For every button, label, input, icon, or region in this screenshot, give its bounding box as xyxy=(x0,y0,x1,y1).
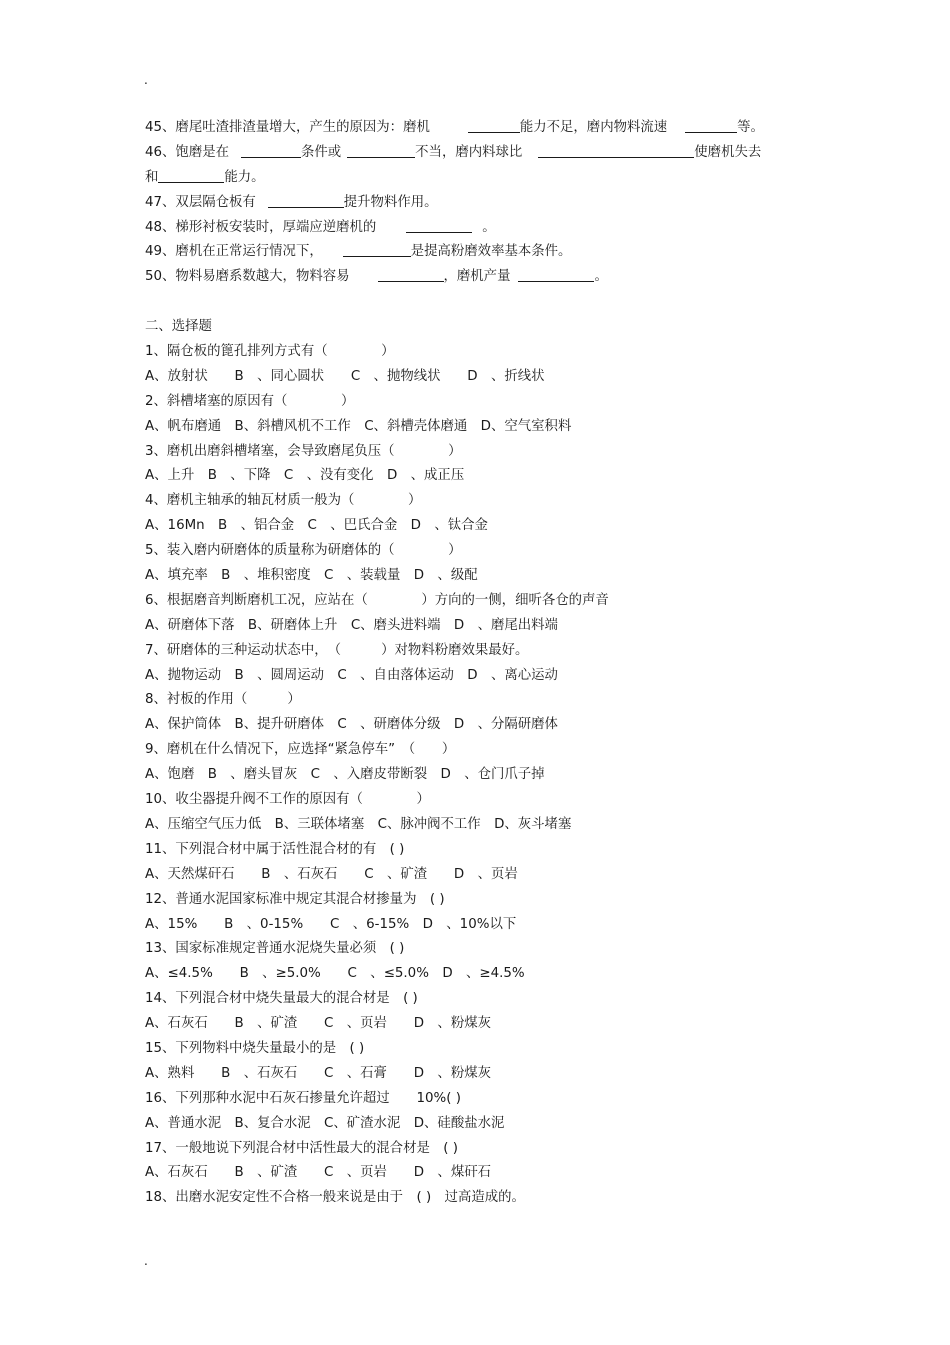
choice-line: A、帆布磨通 B、斜槽风机不工作 C、斜槽壳体磨通 D、空气室积料 xyxy=(145,418,572,434)
section-heading: 二、选择题 xyxy=(145,319,212,335)
q48-text-b: 。 xyxy=(482,219,496,235)
choice-line: 14、下列混合材中烧失量最大的混合材是 ( ) xyxy=(145,991,418,1007)
choice-line: 5、装入磨内研磨体的质量称为研磨体的（ ） xyxy=(145,543,462,559)
q50-text-b: ，磨机产量 xyxy=(443,269,511,285)
q47-text-a: 47、双层隔仓板有 xyxy=(145,194,256,210)
q50-text-a: 50、物料易磨系数越大，物料容易 xyxy=(145,269,350,285)
choice-line: A、抛物运动 B 、圆周运动 C 、自由落体运动 D 、离心运动 xyxy=(145,667,558,683)
choice-line: A、≤4.5% B 、≥5.0% C 、≤5.0% D 、≥4.5% xyxy=(145,966,525,982)
question-46 xyxy=(145,141,825,166)
choice-line: A、普通水泥 B、复合水泥 C、矿渣水泥 D、硅酸盐水泥 xyxy=(145,1115,505,1131)
q46-blank-1 xyxy=(241,143,301,158)
choice-line: 13、国家标准规定普通水泥烧失量必须 ( ) xyxy=(145,941,405,957)
choice-line: A、15% B 、0-15% C 、6-15% D 、10%以下 xyxy=(145,916,517,932)
choice-line: 1、隔仓板的篦孔排列方式有（ ） xyxy=(145,344,395,360)
choice-line: A、研磨体下落 B、研磨体上升 C、磨头进料端 D 、磨尾出料端 xyxy=(145,617,558,633)
q50-blank-2 xyxy=(518,267,594,282)
q49-text-a: 49、磨机在正常运行情况下， xyxy=(145,244,323,260)
choice-line: 6、根据磨音判断磨机工况，应站在（ ）方向的一侧，细听各仓的声音 xyxy=(145,592,609,608)
choice-line: A、16Mn B 、铝合金 C 、巴氏合金 D 、钛合金 xyxy=(145,518,488,534)
choice-line: 17、一般地说下列混合材中活性最大的混合材是 ( ) xyxy=(145,1140,458,1156)
q46-text-c: 不当，磨内料球比 xyxy=(415,144,523,160)
page-mark-top: . xyxy=(144,73,148,87)
q46-text-a: 46、饱磨是在 xyxy=(145,144,229,160)
q45-text-c: 等。 xyxy=(737,120,764,135)
q45-blank-2 xyxy=(685,118,737,133)
section-gap xyxy=(145,290,825,315)
choice-line: A、压缩空气压力低 B、三联体堵塞 C、脉冲阀不工作 D、灰斗堵塞 xyxy=(145,816,572,832)
question-47 xyxy=(145,191,825,216)
q45-blank-1 xyxy=(468,118,520,133)
choice-line: 2、斜槽堵塞的原因有（ ） xyxy=(145,393,355,409)
q46-text-b: 条件或 xyxy=(301,144,342,160)
choice-line: 4、磨机主轴承的轴瓦材质一般为（ ） xyxy=(145,493,422,509)
choice-line: 7、研磨体的三种运动状态中， （ ）对物料粉磨效果最好。 xyxy=(145,642,529,658)
choice-line: 3、磨机出磨斜槽堵塞，会导致磨尾负压（ ） xyxy=(145,443,462,459)
choice-line: A、保护筒体 B、提升研磨体 C 、研磨体分级 D 、分隔研磨体 xyxy=(145,717,558,733)
q49-blank-1 xyxy=(343,242,411,257)
choice-line: 9、磨机在什么情况下，应选择“紧急停车” （ ） xyxy=(145,742,456,758)
q47-blank-1 xyxy=(268,193,344,208)
q49-text-b: 是提高粉磨效率基本条件。 xyxy=(410,244,572,260)
choice-line: A、熟料 B 、石灰石 C 、石膏 D 、粉煤灰 xyxy=(145,1065,491,1081)
q46-blank-3 xyxy=(538,143,694,158)
choice-line: A、放射状 B 、同心圆状 C 、抛物线状 D 、折线状 xyxy=(145,368,545,384)
q46-blank-2 xyxy=(347,143,415,158)
question-48 xyxy=(145,216,825,241)
q46-text-d: 使磨机失去 xyxy=(694,144,762,160)
choice-line: 15、下列物料中烧失量最小的是 ( ) xyxy=(145,1040,365,1056)
q46-text-e: 和 xyxy=(145,169,159,185)
choice-line: A、上升 B 、下降 C 、没有变化 D 、成正压 xyxy=(145,468,465,484)
choice-line: A、饱磨 B 、磨头冒灰 C 、入磨皮带断裂 D 、仓门爪子掉 xyxy=(145,767,545,783)
page-mark-bottom: . xyxy=(144,1254,148,1268)
choice-line: 18、出磨水泥安定性不合格一般来说是由于 ( ) 过高造成的。 xyxy=(145,1190,525,1206)
choice-line: 11、下列混合材中属于活性混合材的有 ( ) xyxy=(145,841,405,857)
choice-line: 8、衬板的作用（ ） xyxy=(145,692,301,708)
q50-blank-1 xyxy=(378,267,444,282)
q45-text-b: 能力不足，磨内物料流速 xyxy=(519,120,668,135)
choice-line: A、天然煤矸石 B 、石灰石 C 、矿渣 D 、页岩 xyxy=(145,866,518,882)
q45-text-a: 45、磨尾吐渣排渣量增大，产生的原因为：磨机 xyxy=(145,120,430,135)
choice-line: 16、下列那种水泥中石灰石掺量允许超过 10%( ) xyxy=(145,1090,461,1106)
choice-line: A、石灰石 B 、矿渣 C 、页岩 D 、粉煤灰 xyxy=(145,1016,491,1032)
question-50 xyxy=(145,265,825,290)
q46-blank-4 xyxy=(158,168,224,183)
choice-line: A、填充率 B 、堆积密度 C 、装载量 D 、级配 xyxy=(145,568,478,584)
q46-text-f: 能力。 xyxy=(224,169,265,185)
choice-line: A、石灰石 B 、矿渣 C 、页岩 D 、煤矸石 xyxy=(145,1165,491,1181)
q47-text-b: 提升物料作用。 xyxy=(343,194,438,210)
q50-text-c: 。 xyxy=(594,269,608,285)
choice-line: 10、收尘器提升阀不工作的原因有（ ） xyxy=(145,792,430,808)
choice-line: 12、普通水泥国家标准中规定其混合材掺量为 ( ) xyxy=(145,891,445,907)
document-page xyxy=(145,116,825,1211)
q48-blank-1 xyxy=(406,218,472,233)
question-49 xyxy=(145,240,825,265)
question-45 xyxy=(145,116,825,141)
question-46-cont xyxy=(145,166,825,191)
q48-text-a: 48、梯形衬板安装时，厚端应逆磨机的 xyxy=(145,219,377,235)
